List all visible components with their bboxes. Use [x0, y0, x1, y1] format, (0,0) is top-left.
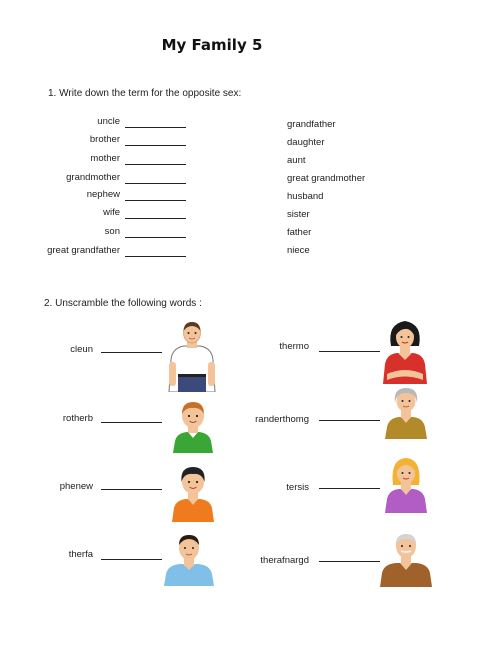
opposite-term: aunt — [287, 155, 306, 166]
opposite-term: niece — [287, 245, 310, 256]
uncle-illustration-icon — [166, 322, 218, 392]
answer-line[interactable] — [125, 127, 186, 128]
scrambled-word: therafnargd — [260, 555, 309, 566]
section1-heading: 1. Write down the term for the opposite sex: — [48, 88, 242, 99]
term-word: brother — [89, 134, 120, 145]
term-row — [0, 172, 480, 186]
answer-line[interactable] — [125, 164, 186, 165]
man-blue-shirt-illustration-icon — [164, 534, 214, 586]
answer-line[interactable] — [125, 200, 186, 201]
opposite-term: grandfather — [287, 119, 336, 130]
scrambled-word: cleun — [70, 344, 93, 355]
section2-heading: 2. Unscramble the following words : — [44, 298, 202, 309]
answer-line[interactable] — [125, 218, 186, 219]
term-word: uncle — [97, 116, 120, 127]
term-row — [0, 245, 480, 259]
answer-line[interactable] — [101, 422, 162, 423]
girl-purple-shirt-illustration-icon — [385, 455, 427, 513]
answer-line[interactable] — [319, 351, 380, 352]
opposite-term: sister — [287, 209, 310, 220]
answer-line[interactable] — [125, 237, 186, 238]
answer-line[interactable] — [319, 420, 380, 421]
scrambled-word: tersis — [286, 482, 309, 493]
term-row — [0, 226, 480, 240]
boy-orange-shirt-illustration-icon — [172, 466, 214, 522]
scrambled-word: thermo — [279, 341, 309, 352]
scrambled-word: therfa — [68, 549, 93, 560]
opposite-term: husband — [287, 191, 324, 202]
opposite-term: father — [287, 227, 312, 238]
opposite-term: daughter — [287, 137, 325, 148]
term-row — [0, 116, 480, 130]
answer-line[interactable] — [101, 559, 162, 560]
term-word: son — [104, 226, 120, 237]
answer-line[interactable] — [319, 488, 380, 489]
term-row — [0, 153, 480, 167]
answer-line[interactable] — [319, 561, 380, 562]
opposite-term: great grandmother — [287, 173, 366, 184]
scrambled-word: randerthomg — [255, 414, 309, 425]
answer-line[interactable] — [101, 352, 162, 353]
answer-line[interactable] — [125, 256, 186, 257]
scrambled-word: rotherb — [62, 413, 93, 424]
grandfather-illustration-icon — [380, 531, 432, 587]
answer-line[interactable] — [125, 183, 186, 184]
term-word: grandmother — [66, 172, 120, 183]
boy-green-shirt-illustration-icon — [173, 401, 213, 453]
term-word: mother — [90, 153, 120, 164]
woman-red-shirt-illustration-icon — [383, 318, 427, 384]
term-row — [0, 189, 480, 203]
scrambled-word: phenew — [59, 481, 93, 492]
term-word: nephew — [86, 189, 120, 200]
grandmother-illustration-icon — [385, 387, 427, 439]
answer-line[interactable] — [101, 489, 162, 490]
term-row — [0, 134, 480, 148]
term-word: wife — [103, 207, 120, 218]
answer-line[interactable] — [125, 145, 186, 146]
term-row — [0, 207, 480, 221]
term-word: great grandfather — [47, 245, 120, 256]
page-title: My Family 5 — [161, 36, 263, 54]
